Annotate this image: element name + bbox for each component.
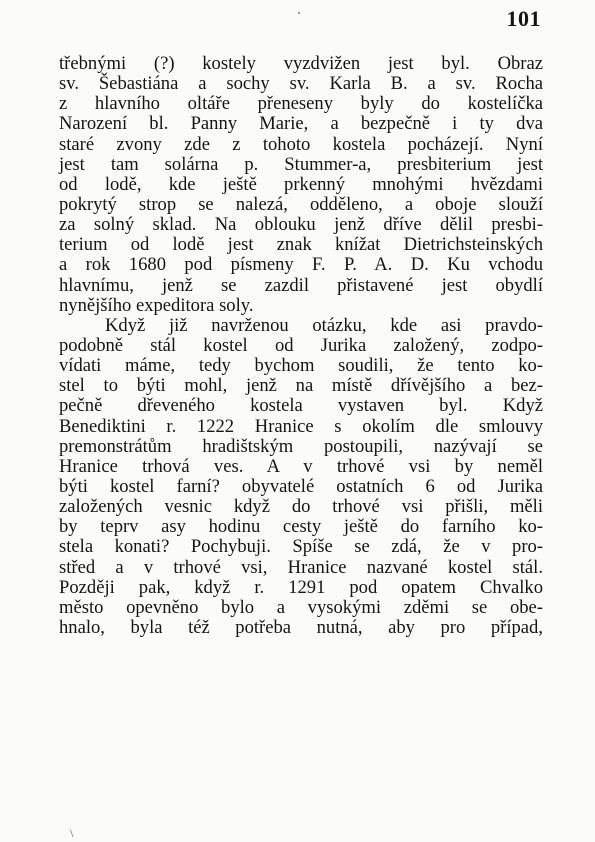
text-line: Narození bl. Panny Marie, a bezpečně i ty dva: [59, 113, 543, 135]
page-number: 101: [506, 6, 541, 31]
stray-pencil-mark: \: [70, 826, 74, 840]
text-line: stela konati? Pochybuji. Spíše se zdá, že v pro-: [59, 536, 543, 558]
text-line: Benediktini r. 1222 Hranice s okolím dle smlouvy: [59, 415, 543, 437]
ink-speck: [298, 12, 300, 14]
text-line: třebnými (?) kostely vyzdvižen jest byl. Obraz: [59, 53, 543, 74]
text-line: terium od lodě jest znak knížat Dietrichsteinských: [59, 234, 543, 256]
text-line: Hranice trhová ves. A v trhové vsi by neměl: [59, 455, 543, 477]
text-line: střed a v trhové vsi, Hranice nazvané kostel stál.: [59, 556, 543, 578]
text-line: od lodě, kde ještě prkenný mnohými hvězdami: [59, 173, 543, 195]
text-line: staré zvony zde z tohoto kostela pocházejí. Nyní: [59, 133, 543, 155]
text-line: Později pak, když r. 1291 pod opatem Chvalko: [59, 576, 543, 598]
text-line: sv. Šebastiána a sochy sv. Karla B. a sv. Rocha: [59, 73, 543, 95]
body-text: [59, 54, 543, 638]
text-line: jest tam solárna p. Stummer-a, presbiterium jest: [59, 153, 543, 175]
paragraph-first-line: Když již navrženou otázku, kde asi pravdo-: [105, 314, 543, 336]
paragraph-end-line: nynějšího expeditora soly.: [59, 294, 254, 316]
text-line: z hlavního oltáře přeneseny byly do kostelíčka: [59, 93, 543, 115]
text-line: by teprv asy hodinu cesty ještě do farního ko-: [59, 516, 543, 538]
text-line: podobně stál kostel od Jurika založený, zodpo-: [59, 334, 543, 356]
text-line: vídati máme, tedy bychom soudili, že tento ko-: [59, 355, 543, 377]
text-line: stel to býti mohl, jenž na místě dřívějšího a bez-: [59, 375, 543, 397]
text-line: hnalo, byla též potřeba nutná, aby pro případ,: [59, 616, 543, 638]
text-line: hlavnímu, jenž se zazdil přistavené jest obydlí: [59, 274, 543, 296]
text-line: město opevněno bylo a vysokými zděmi se obe-: [59, 596, 543, 618]
text-line: založených vesnic když do trhové vsi přišli, měli: [59, 496, 543, 518]
text-line: pečně dřeveného kostela vystaven byl. Když: [59, 395, 543, 417]
text-line: premonstrátům hradištským postoupili, nazývají se: [59, 435, 543, 457]
text-line: za solný sklad. Na oblouku jenž dříve dělil presbi-: [59, 214, 543, 236]
text-line: a rok 1680 pod písmeny F. P. A. D. Ku vchodu: [59, 254, 543, 276]
text-line: býti kostel farní? obyvatelé ostatních 6 od Jurika: [59, 475, 543, 497]
text-line: pokrytý strop se nalezá, odděleno, a oboje slouží: [59, 193, 543, 215]
